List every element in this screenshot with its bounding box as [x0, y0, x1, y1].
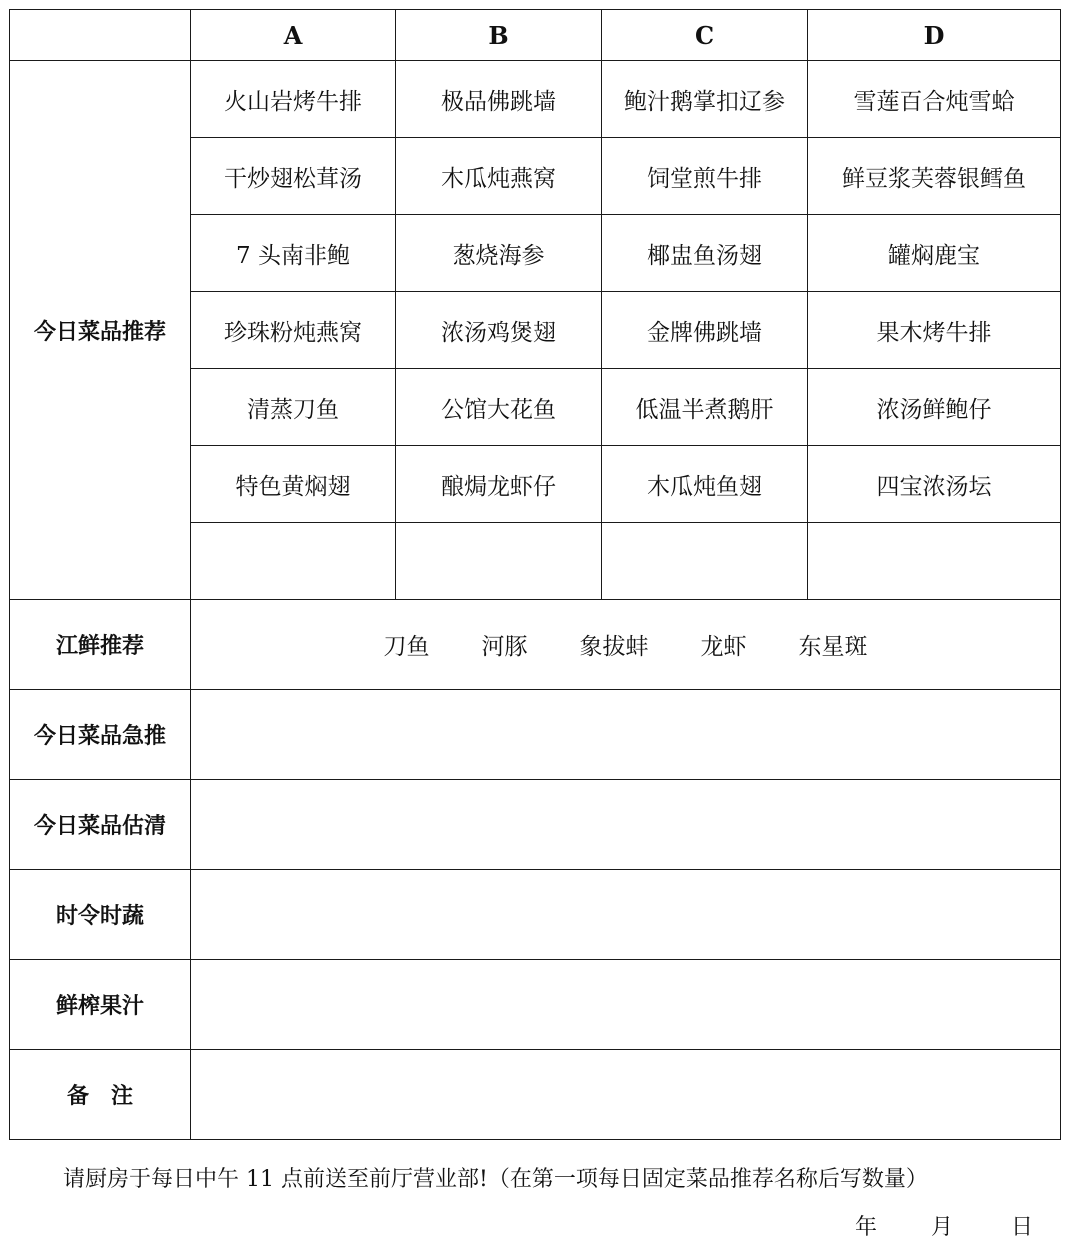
blank-dish-cell	[191, 523, 396, 600]
column-header-b: B	[396, 10, 602, 61]
river-fresh-row	[10, 600, 1061, 690]
date-year: 年	[855, 1215, 878, 1240]
dish-cell: 四宝浓汤坛	[808, 446, 1061, 523]
header-row	[10, 10, 1061, 61]
column-header-c: C	[602, 10, 808, 61]
dish-cell: 火山岩烤牛排	[191, 61, 396, 138]
footer-note: 请厨房于每日中午 11 点前送至前厅营业部!（在第一项每日固定菜品推荐名称后写数量）	[63, 1167, 928, 1192]
river-fresh-item: 象拔蚌	[579, 634, 649, 660]
dish-cell: 雪莲百合炖雪蛤	[808, 61, 1061, 138]
recommend-label: 今日菜品推荐	[10, 61, 191, 600]
sold-out-label: 今日菜品估清	[10, 780, 191, 870]
dish-cell: 低温半煮鹅肝	[602, 369, 808, 446]
urgent-field[interactable]	[191, 690, 1061, 780]
dish-cell: 鲜豆浆芙蓉银鳕鱼	[808, 138, 1061, 215]
column-header-a: A	[191, 10, 396, 61]
dish-cell: 木瓜炖燕窝	[396, 138, 602, 215]
river-fresh-item: 东星斑	[798, 634, 868, 660]
dish-cell: 果木烤牛排	[808, 292, 1061, 369]
dish-cell: 金牌佛跳墙	[602, 292, 808, 369]
dish-cell: 极品佛跳墙	[396, 61, 602, 138]
dish-cell: 干炒翅松茸汤	[191, 138, 396, 215]
sold-out-field[interactable]	[191, 780, 1061, 870]
remarks-label: 备 注	[10, 1050, 191, 1140]
menu-table	[9, 9, 1061, 1140]
urgent-row	[10, 690, 1061, 780]
fresh-juice-label: 鲜榨果汁	[10, 960, 191, 1050]
dish-cell: 特色黄焖翅	[191, 446, 396, 523]
column-header-d: D	[808, 10, 1061, 61]
seasonal-veg-row	[10, 870, 1061, 960]
dish-cell: 珍珠粉炖燕窝	[191, 292, 396, 369]
sold-out-row	[10, 780, 1061, 870]
dish-cell: 鲍汁鹅掌扣辽参	[602, 61, 808, 138]
dish-cell: 罐焖鹿宝	[808, 215, 1061, 292]
dish-cell: 木瓜炖鱼翅	[602, 446, 808, 523]
river-fresh-item: 龙虾	[700, 634, 747, 660]
fresh-juice-row	[10, 960, 1061, 1050]
river-fresh-item: 刀鱼	[383, 634, 430, 660]
corner-cell	[10, 10, 191, 61]
river-fresh-label: 江鲜推荐	[10, 600, 191, 690]
dish-row	[10, 61, 1061, 138]
dish-cell: 公馆大花鱼	[396, 369, 602, 446]
remarks-field[interactable]	[191, 1050, 1061, 1140]
date-month: 月	[931, 1215, 954, 1240]
date-day: 日	[1011, 1215, 1034, 1240]
menu-form	[9, 9, 1061, 1140]
dish-cell: 7 头南非鲍	[191, 215, 396, 292]
blank-dish-cell	[602, 523, 808, 600]
urgent-label: 今日菜品急推	[10, 690, 191, 780]
river-fresh-item: 河豚	[481, 634, 528, 660]
dish-cell: 葱烧海参	[396, 215, 602, 292]
blank-dish-cell	[808, 523, 1061, 600]
dish-cell: 浓汤鲜鲍仔	[808, 369, 1061, 446]
dish-cell: 酿焗龙虾仔	[396, 446, 602, 523]
river-fresh-cell	[191, 600, 1061, 690]
dish-cell: 饲堂煎牛排	[602, 138, 808, 215]
seasonal-veg-field[interactable]	[191, 870, 1061, 960]
fresh-juice-field[interactable]	[191, 960, 1061, 1050]
dish-cell: 清蒸刀鱼	[191, 369, 396, 446]
remarks-row	[10, 1050, 1061, 1140]
blank-dish-cell	[396, 523, 602, 600]
seasonal-veg-label: 时令时蔬	[10, 870, 191, 960]
dish-cell: 浓汤鸡煲翅	[396, 292, 602, 369]
dish-cell: 椰盅鱼汤翅	[602, 215, 808, 292]
